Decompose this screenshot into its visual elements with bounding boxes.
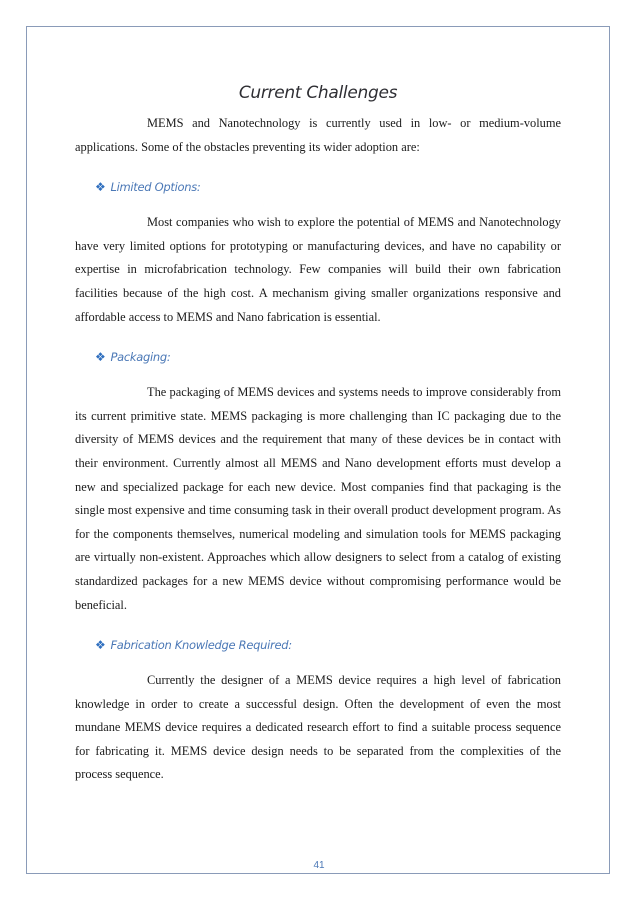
section-paragraph-packaging: The packaging of MEMS devices and systems needs to improve considerably from its current primitive state. MEMS packaging is more challenging than IC packaging due to the diversity of MEMS devices and the requirement that many of these devices be in contact with their environment. Currently almost all MEMS and Nano development efforts must develop a new and specialized package for each new device. Most companies find that packaging is the single most expensive and time consuming task in their overall product development program. As for the components themselves, numerical modeling and simulation tools for MEMS packaging are virtually non-existent. Approaches which allow designers to select from a catalog of existing standardized packages for a new MEMS device without compromising performance would be beneficial. xyxy=(75,385,561,612)
section-heading-label: Packaging: xyxy=(110,350,171,365)
page-title: Current Challenges xyxy=(238,83,398,103)
page-content xyxy=(75,76,561,787)
diamond-bullet-icon: ❖ xyxy=(95,350,106,365)
section-heading-label: Fabrication Knowledge Required: xyxy=(110,638,292,653)
section-paragraph-fabrication-knowledge: Currently the designer of a MEMS device requires a high level of fabrication knowledge in order to create a successful design. Often the development of even the most mundane MEMS device requires a dedicated research effort to find a suitable process sequence for fabricating it. MEMS device design needs to be separated from the complexities of the process sequence. xyxy=(75,673,561,782)
section-heading-label: Limited Options: xyxy=(110,180,201,195)
section-heading-packaging xyxy=(95,345,561,369)
section-paragraph-limited-options: Most companies who wish to explore the potential of MEMS and Nanotechnology have very limited options for prototyping or manufacturing devices, and have no capability or expertise in microfabrication technology. Few companies will build their own fabrication facilities because of the high cost. A mechanism giving smaller organizations responsive and affordable access to MEMS and Nano fabrication is essential. xyxy=(75,215,561,324)
section-heading-fabrication-knowledge xyxy=(95,633,561,657)
diamond-bullet-icon: ❖ xyxy=(95,180,106,195)
page-number: 41 xyxy=(313,860,325,871)
diamond-bullet-icon: ❖ xyxy=(95,638,106,653)
section-heading-limited-options xyxy=(95,175,561,199)
intro-paragraph: MEMS and Nanotechnology is currently used in low- or medium-volume applications. Some of the obstacles preventing its wider adoption are: xyxy=(75,116,561,154)
